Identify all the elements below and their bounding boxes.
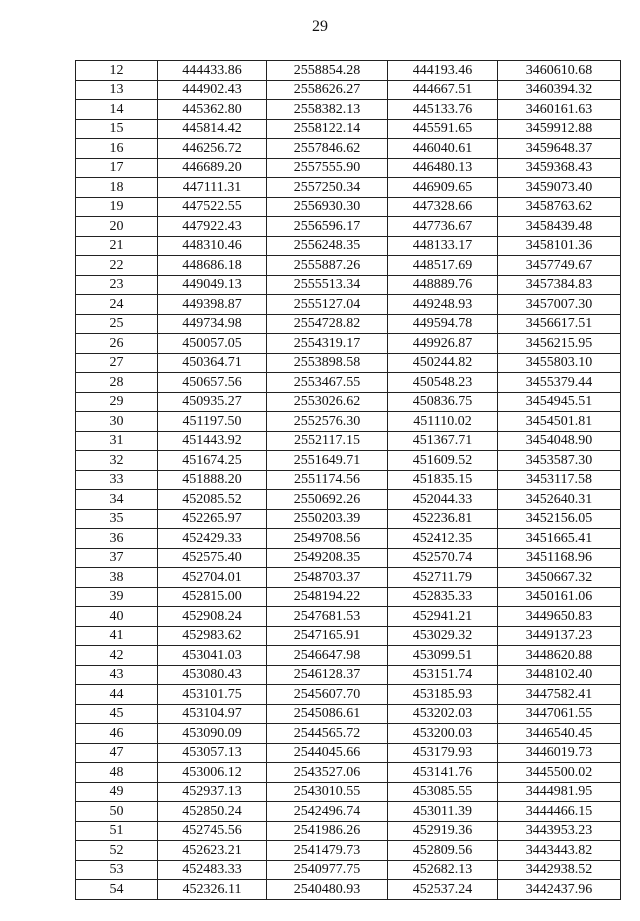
y-coordinate-2-cell: 3442938.52 bbox=[498, 860, 621, 880]
table-row bbox=[76, 275, 621, 295]
table-row bbox=[76, 256, 621, 276]
y-coordinate-2-cell: 3456617.51 bbox=[498, 314, 621, 334]
table-row bbox=[76, 470, 621, 490]
point-number-cell: 53 bbox=[76, 860, 158, 880]
x-coordinate-1-cell: 449049.13 bbox=[158, 275, 267, 295]
y-coordinate-2-cell: 3458439.48 bbox=[498, 217, 621, 237]
y-coordinate-1-cell: 2558854.28 bbox=[267, 61, 388, 81]
table-row bbox=[76, 685, 621, 705]
point-number-cell: 44 bbox=[76, 685, 158, 705]
y-coordinate-1-cell: 2547165.91 bbox=[267, 626, 388, 646]
x-coordinate-1-cell: 452085.52 bbox=[158, 490, 267, 510]
y-coordinate-2-cell: 3458763.62 bbox=[498, 197, 621, 217]
x-coordinate-1-cell: 451197.50 bbox=[158, 412, 267, 432]
x-coordinate-1-cell: 447522.55 bbox=[158, 197, 267, 217]
y-coordinate-1-cell: 2548703.37 bbox=[267, 568, 388, 588]
table-row bbox=[76, 802, 621, 822]
y-coordinate-2-cell: 3460394.32 bbox=[498, 80, 621, 100]
point-number-cell: 21 bbox=[76, 236, 158, 256]
y-coordinate-1-cell: 2544565.72 bbox=[267, 724, 388, 744]
y-coordinate-2-cell: 3455379.44 bbox=[498, 373, 621, 393]
table-row bbox=[76, 743, 621, 763]
x-coordinate-2-cell: 446909.65 bbox=[388, 178, 498, 198]
point-number-cell: 16 bbox=[76, 139, 158, 159]
x-coordinate-1-cell: 451674.25 bbox=[158, 451, 267, 471]
coordinates-table bbox=[75, 60, 621, 900]
y-coordinate-1-cell: 2558122.14 bbox=[267, 119, 388, 139]
point-number-cell: 42 bbox=[76, 646, 158, 666]
point-number-cell: 54 bbox=[76, 880, 158, 900]
x-coordinate-1-cell: 452704.01 bbox=[158, 568, 267, 588]
x-coordinate-2-cell: 449248.93 bbox=[388, 295, 498, 315]
y-coordinate-2-cell: 3454501.81 bbox=[498, 412, 621, 432]
y-coordinate-1-cell: 2543010.55 bbox=[267, 782, 388, 802]
y-coordinate-1-cell: 2545086.61 bbox=[267, 704, 388, 724]
table-row bbox=[76, 665, 621, 685]
table-row bbox=[76, 704, 621, 724]
y-coordinate-2-cell: 3458101.36 bbox=[498, 236, 621, 256]
table-row bbox=[76, 119, 621, 139]
x-coordinate-1-cell: 447922.43 bbox=[158, 217, 267, 237]
x-coordinate-1-cell: 452326.11 bbox=[158, 880, 267, 900]
table-row bbox=[76, 412, 621, 432]
y-coordinate-2-cell: 3450667.32 bbox=[498, 568, 621, 588]
y-coordinate-2-cell: 3459368.43 bbox=[498, 158, 621, 178]
x-coordinate-2-cell: 446480.13 bbox=[388, 158, 498, 178]
table-row bbox=[76, 217, 621, 237]
y-coordinate-2-cell: 3453117.58 bbox=[498, 470, 621, 490]
y-coordinate-2-cell: 3448620.88 bbox=[498, 646, 621, 666]
point-number-cell: 34 bbox=[76, 490, 158, 510]
page-number: 29 bbox=[312, 18, 328, 35]
y-coordinate-2-cell: 3446540.45 bbox=[498, 724, 621, 744]
x-coordinate-2-cell: 453141.76 bbox=[388, 763, 498, 783]
table-row bbox=[76, 587, 621, 607]
y-coordinate-1-cell: 2552117.15 bbox=[267, 431, 388, 451]
x-coordinate-1-cell: 453057.13 bbox=[158, 743, 267, 763]
x-coordinate-1-cell: 452908.24 bbox=[158, 607, 267, 627]
x-coordinate-2-cell: 450548.23 bbox=[388, 373, 498, 393]
y-coordinate-1-cell: 2555513.34 bbox=[267, 275, 388, 295]
point-number-cell: 28 bbox=[76, 373, 158, 393]
point-number-cell: 43 bbox=[76, 665, 158, 685]
x-coordinate-1-cell: 446256.72 bbox=[158, 139, 267, 159]
x-coordinate-1-cell: 453104.97 bbox=[158, 704, 267, 724]
y-coordinate-2-cell: 3444466.15 bbox=[498, 802, 621, 822]
y-coordinate-1-cell: 2554319.17 bbox=[267, 334, 388, 354]
x-coordinate-1-cell: 453006.12 bbox=[158, 763, 267, 783]
y-coordinate-1-cell: 2557846.62 bbox=[267, 139, 388, 159]
y-coordinate-1-cell: 2542496.74 bbox=[267, 802, 388, 822]
y-coordinate-1-cell: 2558626.27 bbox=[267, 80, 388, 100]
y-coordinate-2-cell: 3457749.67 bbox=[498, 256, 621, 276]
x-coordinate-1-cell: 452265.97 bbox=[158, 509, 267, 529]
point-number-cell: 37 bbox=[76, 548, 158, 568]
x-coordinate-2-cell: 449926.87 bbox=[388, 334, 498, 354]
y-coordinate-1-cell: 2548194.22 bbox=[267, 587, 388, 607]
y-coordinate-2-cell: 3448102.40 bbox=[498, 665, 621, 685]
x-coordinate-1-cell: 453080.43 bbox=[158, 665, 267, 685]
y-coordinate-2-cell: 3454048.90 bbox=[498, 431, 621, 451]
y-coordinate-2-cell: 3453587.30 bbox=[498, 451, 621, 471]
y-coordinate-1-cell: 2555887.26 bbox=[267, 256, 388, 276]
x-coordinate-2-cell: 452570.74 bbox=[388, 548, 498, 568]
point-number-cell: 27 bbox=[76, 353, 158, 373]
x-coordinate-2-cell: 448889.76 bbox=[388, 275, 498, 295]
y-coordinate-1-cell: 2557250.34 bbox=[267, 178, 388, 198]
x-coordinate-1-cell: 452937.13 bbox=[158, 782, 267, 802]
table-row bbox=[76, 782, 621, 802]
y-coordinate-1-cell: 2540977.75 bbox=[267, 860, 388, 880]
table-row bbox=[76, 763, 621, 783]
x-coordinate-2-cell: 450836.75 bbox=[388, 392, 498, 412]
y-coordinate-1-cell: 2549208.35 bbox=[267, 548, 388, 568]
table-row bbox=[76, 100, 621, 120]
y-coordinate-2-cell: 3460161.63 bbox=[498, 100, 621, 120]
x-coordinate-2-cell: 448517.69 bbox=[388, 256, 498, 276]
table-row bbox=[76, 568, 621, 588]
x-coordinate-1-cell: 449734.98 bbox=[158, 314, 267, 334]
y-coordinate-2-cell: 3459648.37 bbox=[498, 139, 621, 159]
x-coordinate-2-cell: 453179.93 bbox=[388, 743, 498, 763]
table-row bbox=[76, 197, 621, 217]
y-coordinate-2-cell: 3459912.88 bbox=[498, 119, 621, 139]
x-coordinate-2-cell: 447328.66 bbox=[388, 197, 498, 217]
x-coordinate-2-cell: 446040.61 bbox=[388, 139, 498, 159]
y-coordinate-2-cell: 3442437.96 bbox=[498, 880, 621, 900]
x-coordinate-2-cell: 452809.56 bbox=[388, 841, 498, 861]
y-coordinate-1-cell: 2551174.56 bbox=[267, 470, 388, 490]
x-coordinate-2-cell: 453200.03 bbox=[388, 724, 498, 744]
x-coordinate-1-cell: 453090.09 bbox=[158, 724, 267, 744]
point-number-cell: 51 bbox=[76, 821, 158, 841]
y-coordinate-2-cell: 3447582.41 bbox=[498, 685, 621, 705]
x-coordinate-1-cell: 452815.00 bbox=[158, 587, 267, 607]
point-number-cell: 33 bbox=[76, 470, 158, 490]
table-row bbox=[76, 139, 621, 159]
y-coordinate-2-cell: 3444981.95 bbox=[498, 782, 621, 802]
table-row bbox=[76, 314, 621, 334]
point-number-cell: 29 bbox=[76, 392, 158, 412]
table-row bbox=[76, 841, 621, 861]
table-row bbox=[76, 158, 621, 178]
y-coordinate-1-cell: 2553467.55 bbox=[267, 373, 388, 393]
y-coordinate-1-cell: 2541479.73 bbox=[267, 841, 388, 861]
table-row bbox=[76, 529, 621, 549]
y-coordinate-2-cell: 3452156.05 bbox=[498, 509, 621, 529]
x-coordinate-2-cell: 451835.15 bbox=[388, 470, 498, 490]
x-coordinate-2-cell: 447736.67 bbox=[388, 217, 498, 237]
y-coordinate-1-cell: 2550692.26 bbox=[267, 490, 388, 510]
point-number-cell: 32 bbox=[76, 451, 158, 471]
x-coordinate-1-cell: 452483.33 bbox=[158, 860, 267, 880]
point-number-cell: 22 bbox=[76, 256, 158, 276]
point-number-cell: 46 bbox=[76, 724, 158, 744]
table-row bbox=[76, 178, 621, 198]
point-number-cell: 38 bbox=[76, 568, 158, 588]
y-coordinate-2-cell: 3445500.02 bbox=[498, 763, 621, 783]
x-coordinate-2-cell: 453151.74 bbox=[388, 665, 498, 685]
y-coordinate-2-cell: 3455803.10 bbox=[498, 353, 621, 373]
point-number-cell: 19 bbox=[76, 197, 158, 217]
x-coordinate-1-cell: 452850.24 bbox=[158, 802, 267, 822]
point-number-cell: 49 bbox=[76, 782, 158, 802]
y-coordinate-1-cell: 2555127.04 bbox=[267, 295, 388, 315]
x-coordinate-1-cell: 450364.71 bbox=[158, 353, 267, 373]
table-row bbox=[76, 490, 621, 510]
table-row bbox=[76, 860, 621, 880]
x-coordinate-2-cell: 452537.24 bbox=[388, 880, 498, 900]
x-coordinate-1-cell: 448686.18 bbox=[158, 256, 267, 276]
table-row bbox=[76, 509, 621, 529]
y-coordinate-2-cell: 3451168.96 bbox=[498, 548, 621, 568]
x-coordinate-2-cell: 452941.21 bbox=[388, 607, 498, 627]
y-coordinate-1-cell: 2553026.62 bbox=[267, 392, 388, 412]
y-coordinate-2-cell: 3452640.31 bbox=[498, 490, 621, 510]
x-coordinate-1-cell: 453101.75 bbox=[158, 685, 267, 705]
point-number-cell: 18 bbox=[76, 178, 158, 198]
y-coordinate-1-cell: 2544045.66 bbox=[267, 743, 388, 763]
point-number-cell: 30 bbox=[76, 412, 158, 432]
y-coordinate-1-cell: 2551649.71 bbox=[267, 451, 388, 471]
x-coordinate-1-cell: 450057.05 bbox=[158, 334, 267, 354]
y-coordinate-2-cell: 3456215.95 bbox=[498, 334, 621, 354]
x-coordinate-1-cell: 445362.80 bbox=[158, 100, 267, 120]
x-coordinate-2-cell: 445133.76 bbox=[388, 100, 498, 120]
point-number-cell: 50 bbox=[76, 802, 158, 822]
y-coordinate-2-cell: 3451665.41 bbox=[498, 529, 621, 549]
y-coordinate-1-cell: 2552576.30 bbox=[267, 412, 388, 432]
point-number-cell: 26 bbox=[76, 334, 158, 354]
x-coordinate-1-cell: 452429.33 bbox=[158, 529, 267, 549]
y-coordinate-1-cell: 2543527.06 bbox=[267, 763, 388, 783]
point-number-cell: 13 bbox=[76, 80, 158, 100]
table-row bbox=[76, 451, 621, 471]
y-coordinate-1-cell: 2541986.26 bbox=[267, 821, 388, 841]
y-coordinate-2-cell: 3449650.83 bbox=[498, 607, 621, 627]
y-coordinate-1-cell: 2558382.13 bbox=[267, 100, 388, 120]
x-coordinate-2-cell: 453099.51 bbox=[388, 646, 498, 666]
x-coordinate-2-cell: 453029.32 bbox=[388, 626, 498, 646]
y-coordinate-1-cell: 2549708.56 bbox=[267, 529, 388, 549]
x-coordinate-1-cell: 448310.46 bbox=[158, 236, 267, 256]
y-coordinate-1-cell: 2547681.53 bbox=[267, 607, 388, 627]
y-coordinate-1-cell: 2557555.90 bbox=[267, 158, 388, 178]
y-coordinate-1-cell: 2550203.39 bbox=[267, 509, 388, 529]
x-coordinate-1-cell: 452575.40 bbox=[158, 548, 267, 568]
y-coordinate-1-cell: 2540480.93 bbox=[267, 880, 388, 900]
table-row bbox=[76, 607, 621, 627]
x-coordinate-2-cell: 448133.17 bbox=[388, 236, 498, 256]
x-coordinate-2-cell: 452682.13 bbox=[388, 860, 498, 880]
coordinates-table-body bbox=[76, 61, 621, 900]
y-coordinate-2-cell: 3459073.40 bbox=[498, 178, 621, 198]
x-coordinate-2-cell: 450244.82 bbox=[388, 353, 498, 373]
y-coordinate-1-cell: 2546128.37 bbox=[267, 665, 388, 685]
x-coordinate-1-cell: 446689.20 bbox=[158, 158, 267, 178]
point-number-cell: 52 bbox=[76, 841, 158, 861]
x-coordinate-2-cell: 452412.35 bbox=[388, 529, 498, 549]
point-number-cell: 14 bbox=[76, 100, 158, 120]
y-coordinate-1-cell: 2546647.98 bbox=[267, 646, 388, 666]
x-coordinate-2-cell: 453185.93 bbox=[388, 685, 498, 705]
y-coordinate-1-cell: 2556930.30 bbox=[267, 197, 388, 217]
point-number-cell: 45 bbox=[76, 704, 158, 724]
table-row bbox=[76, 392, 621, 412]
x-coordinate-1-cell: 445814.42 bbox=[158, 119, 267, 139]
point-number-cell: 31 bbox=[76, 431, 158, 451]
x-coordinate-1-cell: 447111.31 bbox=[158, 178, 267, 198]
table-row bbox=[76, 646, 621, 666]
table-row bbox=[76, 548, 621, 568]
x-coordinate-1-cell: 452983.62 bbox=[158, 626, 267, 646]
table-row bbox=[76, 236, 621, 256]
y-coordinate-1-cell: 2554728.82 bbox=[267, 314, 388, 334]
table-row bbox=[76, 373, 621, 393]
x-coordinate-1-cell: 451888.20 bbox=[158, 470, 267, 490]
y-coordinate-2-cell: 3457384.83 bbox=[498, 275, 621, 295]
y-coordinate-2-cell: 3443953.23 bbox=[498, 821, 621, 841]
x-coordinate-2-cell: 451367.71 bbox=[388, 431, 498, 451]
y-coordinate-1-cell: 2556596.17 bbox=[267, 217, 388, 237]
x-coordinate-2-cell: 453011.39 bbox=[388, 802, 498, 822]
point-number-cell: 25 bbox=[76, 314, 158, 334]
point-number-cell: 40 bbox=[76, 607, 158, 627]
table-row bbox=[76, 626, 621, 646]
table-row bbox=[76, 880, 621, 900]
x-coordinate-2-cell: 451110.02 bbox=[388, 412, 498, 432]
x-coordinate-1-cell: 451443.92 bbox=[158, 431, 267, 451]
point-number-cell: 36 bbox=[76, 529, 158, 549]
y-coordinate-2-cell: 3443443.82 bbox=[498, 841, 621, 861]
x-coordinate-1-cell: 452745.56 bbox=[158, 821, 267, 841]
table-row bbox=[76, 821, 621, 841]
x-coordinate-2-cell: 444193.46 bbox=[388, 61, 498, 81]
x-coordinate-1-cell: 452623.21 bbox=[158, 841, 267, 861]
y-coordinate-2-cell: 3450161.06 bbox=[498, 587, 621, 607]
y-coordinate-2-cell: 3454945.51 bbox=[498, 392, 621, 412]
point-number-cell: 24 bbox=[76, 295, 158, 315]
table-row bbox=[76, 61, 621, 81]
x-coordinate-2-cell: 452236.81 bbox=[388, 509, 498, 529]
y-coordinate-2-cell: 3447061.55 bbox=[498, 704, 621, 724]
point-number-cell: 47 bbox=[76, 743, 158, 763]
table-row bbox=[76, 80, 621, 100]
x-coordinate-2-cell: 453085.55 bbox=[388, 782, 498, 802]
point-number-cell: 23 bbox=[76, 275, 158, 295]
x-coordinate-2-cell: 449594.78 bbox=[388, 314, 498, 334]
x-coordinate-2-cell: 452835.33 bbox=[388, 587, 498, 607]
x-coordinate-1-cell: 444433.86 bbox=[158, 61, 267, 81]
point-number-cell: 48 bbox=[76, 763, 158, 783]
x-coordinate-2-cell: 444667.51 bbox=[388, 80, 498, 100]
x-coordinate-1-cell: 444902.43 bbox=[158, 80, 267, 100]
x-coordinate-1-cell: 453041.03 bbox=[158, 646, 267, 666]
table-row bbox=[76, 295, 621, 315]
point-number-cell: 17 bbox=[76, 158, 158, 178]
y-coordinate-2-cell: 3460610.68 bbox=[498, 61, 621, 81]
x-coordinate-2-cell: 445591.65 bbox=[388, 119, 498, 139]
x-coordinate-1-cell: 449398.87 bbox=[158, 295, 267, 315]
table-row bbox=[76, 431, 621, 451]
table-row bbox=[76, 334, 621, 354]
x-coordinate-2-cell: 451609.52 bbox=[388, 451, 498, 471]
x-coordinate-2-cell: 452044.33 bbox=[388, 490, 498, 510]
x-coordinate-2-cell: 452711.79 bbox=[388, 568, 498, 588]
y-coordinate-2-cell: 3457007.30 bbox=[498, 295, 621, 315]
y-coordinate-2-cell: 3449137.23 bbox=[498, 626, 621, 646]
x-coordinate-1-cell: 450657.56 bbox=[158, 373, 267, 393]
point-number-cell: 15 bbox=[76, 119, 158, 139]
table-row bbox=[76, 353, 621, 373]
x-coordinate-2-cell: 453202.03 bbox=[388, 704, 498, 724]
y-coordinate-1-cell: 2556248.35 bbox=[267, 236, 388, 256]
x-coordinate-1-cell: 450935.27 bbox=[158, 392, 267, 412]
y-coordinate-1-cell: 2545607.70 bbox=[267, 685, 388, 705]
y-coordinate-1-cell: 2553898.58 bbox=[267, 353, 388, 373]
point-number-cell: 12 bbox=[76, 61, 158, 81]
point-number-cell: 20 bbox=[76, 217, 158, 237]
point-number-cell: 41 bbox=[76, 626, 158, 646]
point-number-cell: 39 bbox=[76, 587, 158, 607]
point-number-cell: 35 bbox=[76, 509, 158, 529]
table-row bbox=[76, 724, 621, 744]
y-coordinate-2-cell: 3446019.73 bbox=[498, 743, 621, 763]
x-coordinate-2-cell: 452919.36 bbox=[388, 821, 498, 841]
